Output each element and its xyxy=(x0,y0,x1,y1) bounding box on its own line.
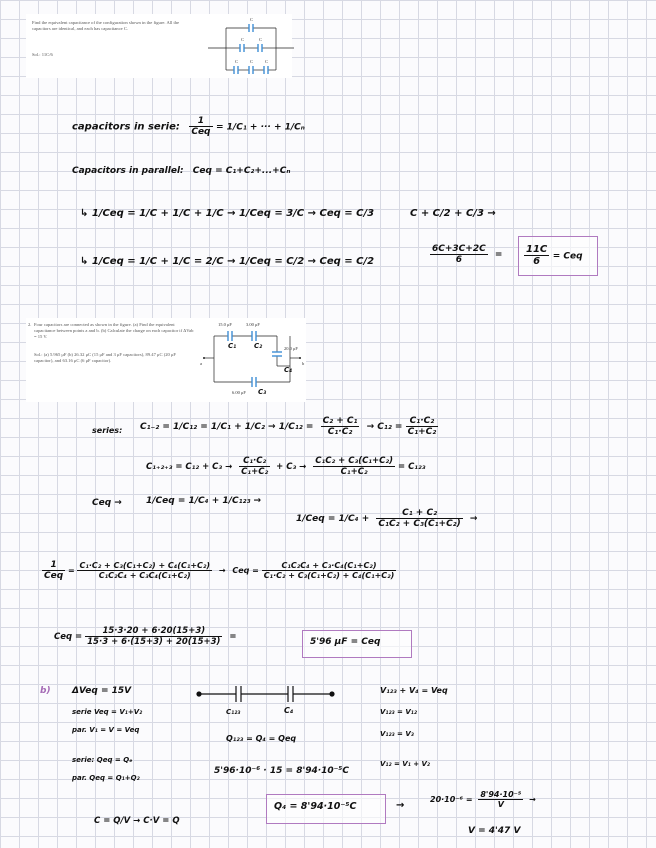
n2-line5: 1 Ceq = $\frac{\text{C₁·C₂ + C₃(C₁+C₂) + C₄(C₁+C₂)}}{\text{C₁C₂C₄ + C₃C₄(C₁+C₂)}}$ → Ceq = $\frac{\text{C₁C₂C₄ + C₃·C₄(C₁+C₂)}}{\text{C₁·C₂ + C₃(C₁+C₂) + C₄(C₁+C₂)}}$ xyxy=(44,560,395,581)
n2-line1: C₁₋₂ = 1/C₁₂ = 1/C₁ + 1/C₂ → 1/C₁₂ = $\frac{\text{C₂ + C₁}}{\text{C₁·C₂}}$ → C₁₂ = $\frac{\text{C₁·C₂}}{\text{C₁+C₂}}$ xyxy=(140,416,437,437)
result2-text: 5'96 μF = Ceq xyxy=(310,637,381,647)
v-result: V = 4'47 V xyxy=(468,826,521,836)
circuit-label-right: C₄ xyxy=(284,706,294,715)
n2-line4: 1/Ceq = 1/C₄ + $\frac{\text{C₁ + C₂}}{\text{C₁C₂ + C₃(C₁+C₂)}}$ → xyxy=(296,508,478,529)
p2-hand-c3: C₃ xyxy=(258,388,267,396)
r-line2: V₁₂₃ = V₁₂ xyxy=(380,708,417,716)
b-line6: C = Q/V → C·V = Q xyxy=(94,816,180,826)
p2-hand-c4: C₄ xyxy=(284,366,293,374)
q-line: Q₁₂₃ = Q₄ = Qeq xyxy=(226,734,297,743)
series-label: series: xyxy=(92,426,123,435)
p1-cap-label: C xyxy=(259,37,263,42)
b-line4: serie: Qeq = Qₑ xyxy=(72,756,133,764)
step1-right: C + C/2 + C/3 → xyxy=(410,208,496,219)
p1-cap-label: C xyxy=(250,17,254,22)
p1-cap-label: C xyxy=(265,59,269,64)
b-line5: par. Qeq = Q₁+Q₂ xyxy=(72,774,140,782)
n2-line3-head: Ceq → xyxy=(92,498,122,508)
r-line1: V₁₂₃ + V₄ = Veq xyxy=(380,686,448,695)
step2-line: ↳ 1/Ceq = 1/C + 1/C = 2/C → 1/Ceq = C/2 → Ceq = C/2 xyxy=(80,256,375,267)
calc-line: 5'96·10⁻⁶ · 15 = 8'94·10⁻⁵C xyxy=(214,766,349,776)
problem2-card xyxy=(26,318,306,402)
problem1-solution: Sol.: 11C/6 xyxy=(32,52,53,57)
n2-line2: C₁₊₂₊₃ = C₁₂ + C₃ → $\frac{\text{C₁·C₂}}{\text{C₁+C₂}}$ + C₃ → $\frac{\text{C₁C₂ + C₃(C₁+C₂)}}{\text{C₁+C₂}}$ = C₁₂₃ xyxy=(146,456,426,477)
n2-line6: Ceq = $\frac{15\cdot 3\cdot 20 + 6\cdot 20(15+3)}{15\cdot 3 + 6\cdot(15+3) + 20(15+3)}$ = xyxy=(54,626,237,647)
problem1-card xyxy=(26,14,292,78)
result1-text: $\frac{11C}{6}$ = Ceq xyxy=(526,244,583,267)
p2-point-a: a xyxy=(200,361,202,366)
p2-label-3: 3.00 μF xyxy=(246,322,260,327)
p1-cap-label: C xyxy=(235,59,239,64)
b-line1: ΔVeq = 15V xyxy=(72,686,132,696)
circuit-label-left: C₁₂₃ xyxy=(226,708,241,716)
p1-cap-label: C xyxy=(241,37,245,42)
p2-point-b: b xyxy=(302,361,305,366)
b-line2: serie Veq = V₁+V₂ xyxy=(72,708,143,716)
problem2-circuit xyxy=(202,326,305,396)
problem1-circuit xyxy=(206,20,296,78)
step1-line: ↳ 1/Ceq = 1/C + 1/C + 1/C → 1/Ceq = 3/C → Ceq = C/3 xyxy=(80,208,375,219)
problem2-statement: Four capacitors are connected as shown in the figure. (a) Find the equivalent capacitance between points a and b. (b) Calculate the charge on each capacitor if ΔVab = 15 V. xyxy=(34,322,194,339)
p2-label-15: 15.0 μF xyxy=(218,322,232,327)
r-line3: V₁₂₃ = V₃ xyxy=(380,730,414,738)
p2-label-6: 6.00 μF xyxy=(232,390,246,395)
p2-hand-c1: C₁ xyxy=(228,342,237,350)
parallel-rule: Capacitors in parallel: Ceq = C₁+C₂+...+Cₙ xyxy=(72,166,291,176)
p2-label-20: 20.0 μF xyxy=(284,346,298,351)
step2-fraction: $\frac{6C+3C+2C}{6}$ = xyxy=(432,244,503,265)
problem1-statement: Find the equivalent capacitance of the configuration shown in the figure. All the capacitors are identical, and each has capacitance C. xyxy=(32,20,180,31)
result3-arrow: → xyxy=(396,800,405,811)
p1-cap-label: C xyxy=(250,59,254,64)
b-line3: par. V₁ = V = Veq xyxy=(72,726,140,734)
r-line4: V₁₂ = V₁ + V₂ xyxy=(380,760,430,768)
result3-text: Q₄ = 8'94·10⁻⁵C xyxy=(274,801,357,812)
part-b-label: b) xyxy=(40,686,51,696)
series-rule: capacitors in serie: 1 Ceq = 1/C₁ + ··· + 1/Cₙ xyxy=(72,116,305,137)
v-line: 20·10⁻⁶ = $\frac{\text{8'94·10⁻⁵}}{V}$ → xyxy=(430,790,536,809)
problem2-solution: Sol.: (a) 5.965 μF (b) 26.32 μC (15 μF and 3 μF capacitors), 89.47 μC (20 μF capacitor), and 63.16 μC (6 μF capacitor). xyxy=(34,352,176,363)
p2-hand-c2: C₂ xyxy=(254,342,263,350)
series-circuit-sketch xyxy=(196,684,336,704)
n2-line3: 1/Ceq = 1/C₄ + 1/C₁₂₃ → xyxy=(146,496,262,506)
problem2-number: 2. xyxy=(28,322,32,327)
